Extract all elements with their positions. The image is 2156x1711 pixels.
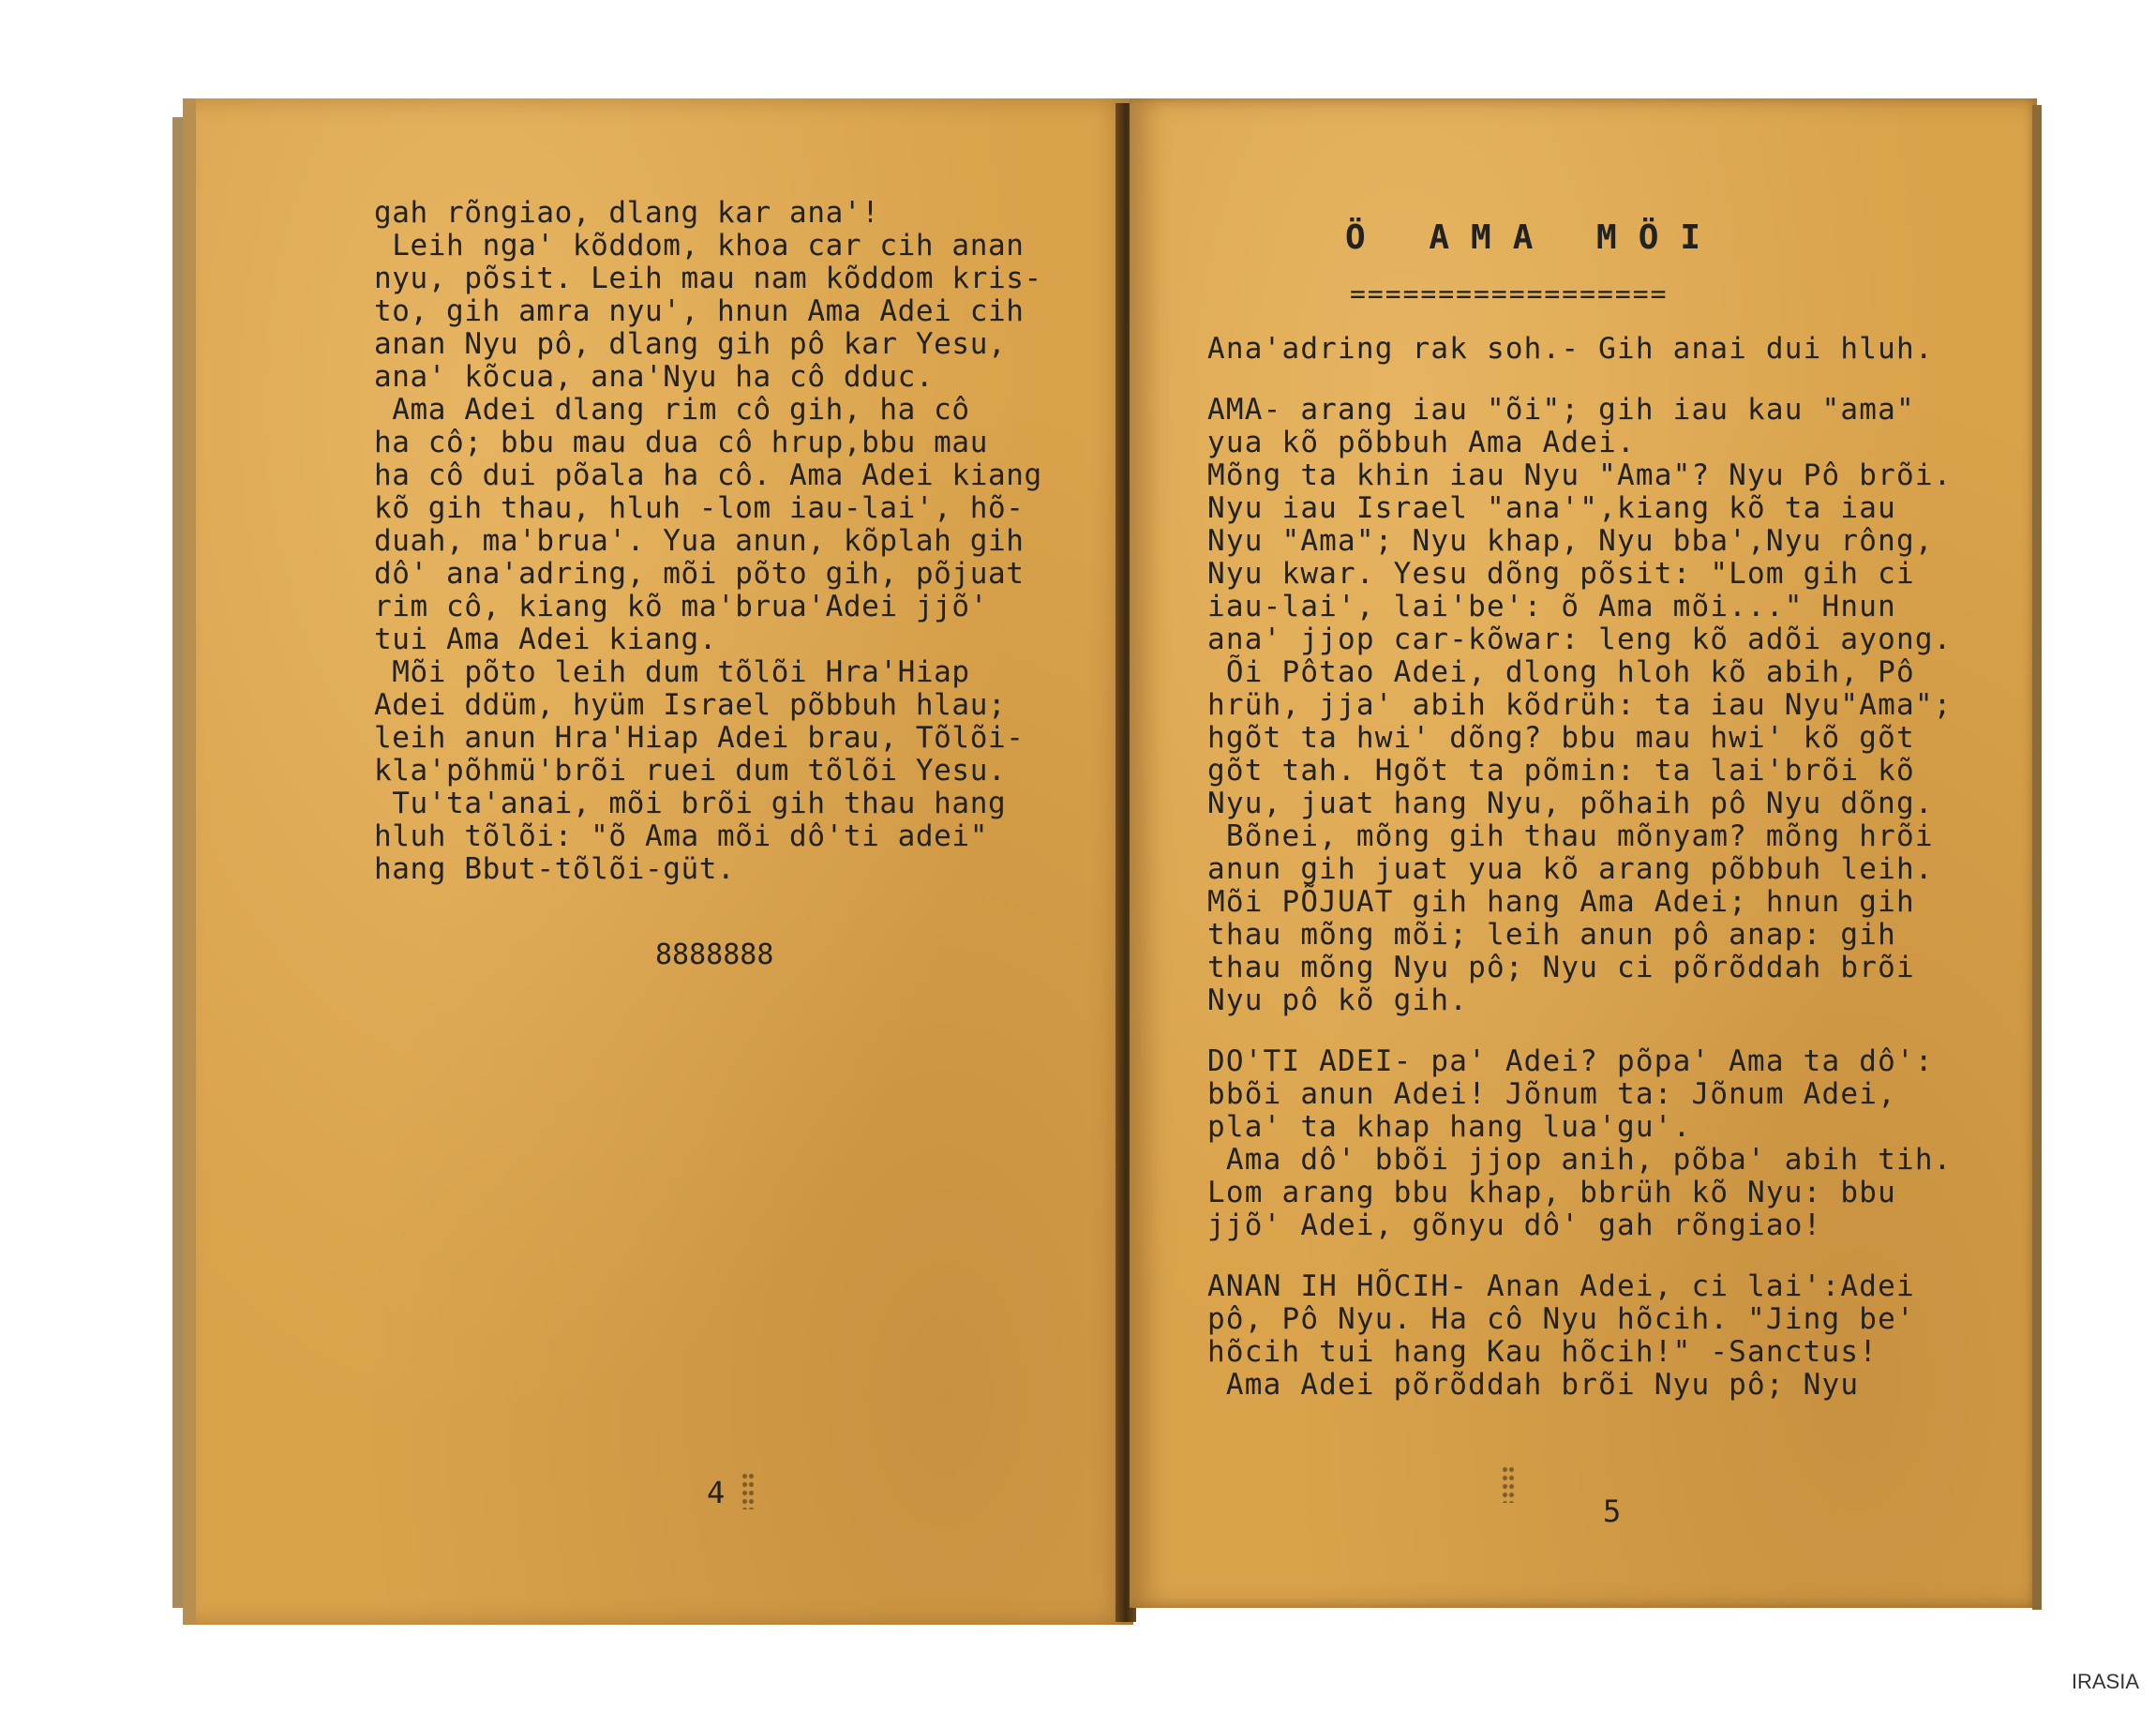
right-page xyxy=(1130,98,2037,1608)
title-underline: ================== xyxy=(1350,278,1669,309)
text-line: Nyu kwar. Yesu dõng põsit: "Lom gih ci xyxy=(1207,557,1915,591)
text-line: ANAN IH HÕCIH- Anan Adei, ci lai':Adei xyxy=(1207,1269,1915,1303)
text-line: Tu'ta'anai, mõi brõi gih thau hang xyxy=(374,787,1007,820)
text-line: Mõi PÕJUAT gih hang Ama Adei; hnun gih xyxy=(1207,885,1915,919)
text-line xyxy=(1207,1242,1953,1270)
text-line: hgõt ta hwi' dõng? bbu mau hwi' kõ gõt xyxy=(1207,721,1915,755)
text-line: kõ gih thau, hluh -lom iau-lai', hõ- xyxy=(374,491,1025,525)
left-page xyxy=(183,98,1133,1625)
text-line: ha cô; bbu mau dua cô hrup,bbu mau xyxy=(374,426,988,459)
text-line xyxy=(1207,366,1953,394)
right-page-number: 5 xyxy=(1603,1493,1622,1529)
text-line: gah rõngiao, dlang kar ana'! xyxy=(374,196,880,230)
text-line: hang Bbut-tõlõi-güt. xyxy=(374,852,736,886)
left-page-text xyxy=(374,197,1042,886)
separator-line: 8888888 xyxy=(655,938,774,971)
text-line: hõcih tui hang Kau hõcih!" -Sanctus! xyxy=(1207,1335,1879,1369)
text-line: kla'põhmü'brõi ruei dum tõlõi Yesu. xyxy=(374,754,1007,788)
text-line: Ama Adei dlang rim cô gih, ha cô xyxy=(374,393,970,427)
staple-holes xyxy=(1502,1465,1515,1503)
text-line: nyu, põsit. Leih mau nam kõddom kris- xyxy=(374,262,1042,295)
text-line: tui Ama Adei kiang. xyxy=(374,623,718,656)
text-line: dô' ana'adring, mõi põto gih, põjuat xyxy=(374,557,1025,591)
text-line: Ama Adei põrõddah brõi Nyu pô; Nyu xyxy=(1207,1368,1860,1402)
text-line: Nyu pô kõ gih. xyxy=(1207,983,1469,1017)
text-line: AMA- arang iau "õi"; gih iau kau "ama" xyxy=(1207,393,1915,427)
text-line: Nyu, juat hang Nyu, põhaih pô Nyu dõng. xyxy=(1207,787,1934,820)
text-line: Lom arang bbu khap, bbrüh kõ Nyu: bbu xyxy=(1207,1176,1896,1209)
text-line: hluh tõlõi: "õ Ama mõi dô'ti adei" xyxy=(374,819,988,853)
text-line: Ana'adring rak soh.- Gih anai dui hluh. xyxy=(1207,332,1934,366)
text-line: to, gih amra nyu', hnun Ama Adei cih xyxy=(374,294,1025,328)
text-line: ana' jjop car-kõwar: leng kõ adõi ayong. xyxy=(1207,623,1953,656)
text-line: Leih nga' kõddom, khoa car cih anan xyxy=(374,229,1025,263)
page-title: Ö AMA MÖI xyxy=(1345,218,1723,257)
text-line: pla' ta khap hang lua'gu'. xyxy=(1207,1110,1692,1144)
text-line: gõt tah. Hgõt ta põmin: ta lai'brõi kõ xyxy=(1207,754,1915,788)
text-line: Mõng ta khin iau Nyu "Ama"? Nyu Pô brõi. xyxy=(1207,458,1953,492)
text-line: DO'TI ADEI- pa' Adei? põpa' Ama ta dô': xyxy=(1207,1044,1934,1078)
text-line: rim cô, kiang kõ ma'brua'Adei jjõ' xyxy=(374,590,988,623)
text-line: thau mõng Nyu pô; Nyu ci põrõddah brõi xyxy=(1207,951,1915,984)
text-line: Nyu iau Israel "ana'",kiang kõ ta iau xyxy=(1207,491,1896,525)
right-page-text xyxy=(1207,333,1953,1402)
text-line: anan Nyu pô, dlang gih pô kar Yesu, xyxy=(374,327,1007,361)
staple-holes xyxy=(741,1472,755,1509)
text-line: anun gih juat yua kõ arang põbbuh leih. xyxy=(1207,852,1934,886)
text-line xyxy=(1207,1017,1953,1045)
text-line: hrüh, jja' abih kõdrüh: ta iau Nyu"Ama"; xyxy=(1207,688,1953,722)
text-line: leih anun Hra'Hiap Adei brau, Tõlõi- xyxy=(374,721,1025,755)
right-page-edge xyxy=(2032,105,2042,1610)
text-line: pô, Pô Nyu. Ha cô Nyu hõcih. "Jing be' xyxy=(1207,1302,1915,1336)
text-line: duah, ma'brua'. Yua anun, kõplah gih xyxy=(374,524,1025,558)
text-line: bbõi anun Adei! Jõnum ta: Jõnum Adei, xyxy=(1207,1077,1896,1111)
text-line: Adei ddüm, hyüm Israel põbbuh hlau; xyxy=(374,688,1007,722)
text-line: Nyu "Ama"; Nyu khap, Nyu bba',Nyu rông, xyxy=(1207,524,1934,558)
text-line: yua kõ põbbuh Ama Adei. xyxy=(1207,426,1636,459)
text-line: thau mõng mõi; leih anun pô anap: gih xyxy=(1207,918,1896,952)
text-line: jjõ' Adei, gõnyu dô' gah rõngiao! xyxy=(1207,1208,1822,1242)
text-line: Õi Pôtao Adei, dlong hloh kõ abih, Pô xyxy=(1207,655,1915,689)
text-line: Ama dô' bbõi jjop anih, põba' abih tih. xyxy=(1207,1143,1953,1177)
text-line: Bõnei, mõng gih thau mõnyam? mõng hrõi xyxy=(1207,819,1934,853)
left-page-number: 4 xyxy=(707,1475,726,1510)
watermark-label: IRASIA xyxy=(2071,1670,2139,1693)
text-line: Mõi põto leih dum tõlõi Hra'Hiap xyxy=(374,655,970,689)
text-line: ana' kõcua, ana'Nyu ha cô dduc. xyxy=(374,360,935,394)
text-line: iau-lai', lai'be': õ Ama mõi..." Hnun xyxy=(1207,590,1896,623)
text-line: ha cô dui põala ha cô. Ama Adei kiang xyxy=(374,458,1042,492)
